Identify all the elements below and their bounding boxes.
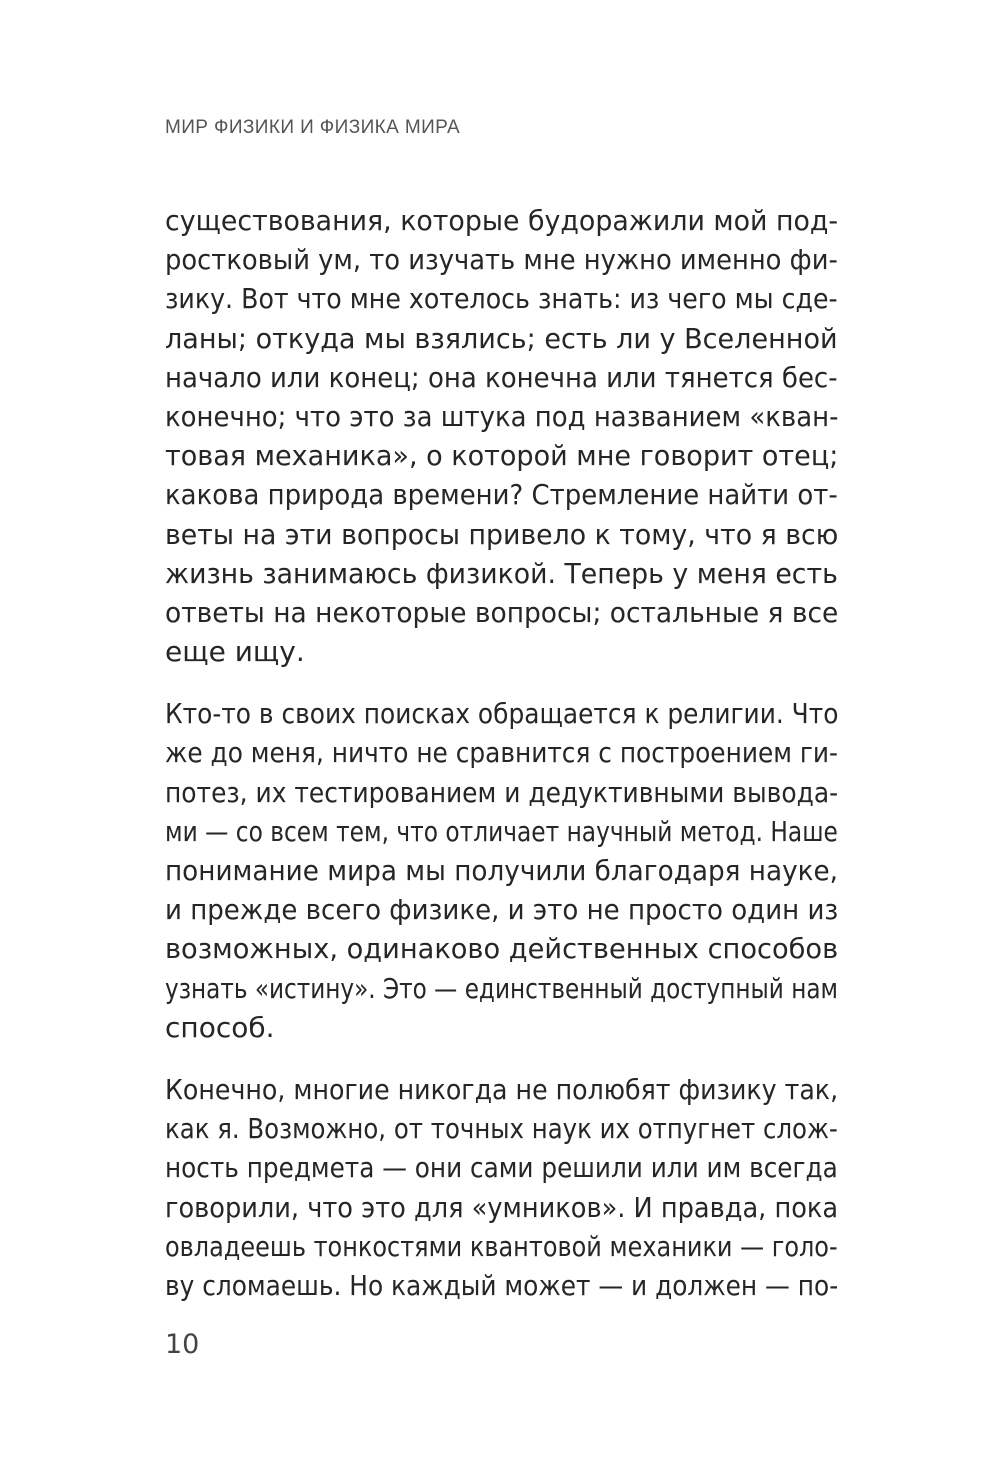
text-line: Конечно, многие никогда не полюбят физику так, — [165, 1072, 839, 1106]
text-line: жизнь занимаюсь физикой. Теперь у меня есть — [165, 556, 838, 590]
text-line: же до меня, ничто не сравнится с построением ги- — [165, 736, 838, 770]
text-line: говорили, что это для «умников». И правда, пока — [165, 1190, 839, 1224]
text-line: возможных, одинаково действенных способов — [165, 932, 839, 966]
text-line: существования, которые будоражили мой под- — [165, 204, 839, 237]
text-line: еще ищу. — [165, 635, 305, 669]
text-line: овладеешь тонкостями квантовой механики — голо- — [165, 1229, 838, 1263]
page-number: 10 — [165, 1329, 200, 1360]
text-line: товая механика», о которой мне говорит отец; — [165, 439, 839, 473]
paragraph-3 — [165, 1070, 838, 1305]
paragraph-1 — [165, 201, 838, 671]
text-line: ростковый ум, то изучать мне нужно именно фи- — [165, 243, 838, 277]
text-line: способ. — [165, 1010, 275, 1044]
text-line: понимание мира мы получили благодаря науке, — [165, 854, 839, 887]
text-line: конечно; что это за штука под названием «кван- — [165, 399, 839, 433]
text-line: ответы на некоторые вопросы; остальные я все — [165, 595, 839, 629]
paragraph-2 — [165, 694, 838, 1047]
text-line: начало или конец; она конечна или тянется бес- — [165, 360, 838, 394]
text-line: ность предмета — они сами решили или им всегда — [165, 1151, 838, 1185]
text-line: и прежде всего физике, и это не просто один из — [165, 893, 839, 927]
text-line: ланы; откуда мы взялись; есть ли у Вселенной — [165, 321, 838, 355]
text-line: Кто-то в своих поисках обращается к религии. Что — [165, 697, 839, 731]
text-line: ву сломаешь. Но каждый может — и должен — по- — [165, 1268, 839, 1302]
text-line: зику. Вот что мне хотелось знать: из чего мы сде- — [165, 282, 838, 316]
text-line: веты на эти вопросы привело к тому, что я всю — [165, 517, 839, 551]
text-line: как я. Возможно, от точных наук их отпугнет слож- — [165, 1112, 838, 1146]
body-text — [165, 201, 838, 1305]
running-head: МИР ФИЗИКИ И ФИЗИКА МИРА — [165, 117, 461, 138]
text-line: узнать «истину». Это — единственный доступный нам — [165, 971, 839, 1005]
text-line: потез, их тестированием и дедуктивными вывода- — [165, 775, 839, 809]
text-line: ми — со всем тем, что отличает научный метод. Наше — [165, 814, 838, 848]
text-line: какова природа времени? Стремление найти от- — [165, 478, 838, 512]
